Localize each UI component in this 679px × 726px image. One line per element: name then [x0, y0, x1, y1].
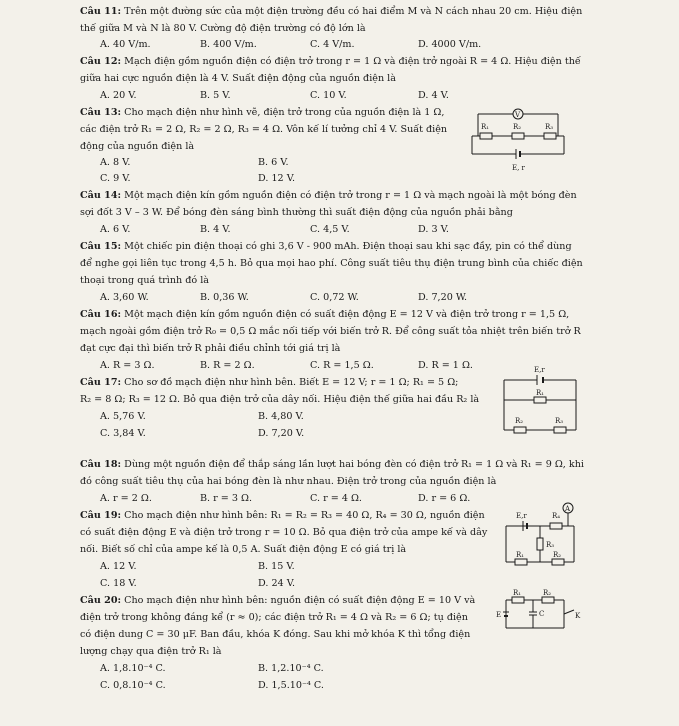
question-11-number: Câu 11: [80, 6, 122, 17]
question-13-line-3: động của nguồn điện là [80, 141, 195, 152]
question-12-line-2: giữa hai cực nguồn điện là 4 V. Suất điện động của nguồn điện là [80, 73, 396, 84]
question-17-number: Câu 17: [80, 377, 122, 388]
option-12-c: C. 10 V. [310, 90, 347, 101]
option-19-d: D. 24 V. [258, 578, 296, 589]
option-15-a: A. 3,60 W. [100, 292, 149, 303]
question-15-number: Câu 15: [80, 241, 122, 252]
question-15-line-2: để nghe gọi liên tục trong 4,5 h. Bỏ qua mọi hao phí. Công suất tiêu thụ điện trung bình của chiếc điện [80, 258, 583, 269]
option-12-b: B. 5 V. [200, 90, 231, 101]
resistor-r2 [514, 427, 526, 433]
option-18-d: D. r = 6 Ω. [418, 493, 471, 504]
circuit-13-svg [468, 104, 568, 174]
resistor-r1 [480, 133, 492, 139]
option-13-b: B. 6 V. [258, 157, 289, 168]
question-17-line-1: Câu 17: Cho sơ đồ mạch điện như hình bên. Biết E = 12 V; r = 1 Ω; R₁ = 5 Ω; [80, 377, 459, 388]
circuit-figure-20 [496, 589, 582, 643]
question-18-line-1: Câu 18: Dùng một nguồn điện để thắp sáng lần lượt hai bóng đèn có điện trở R₁ = 1 Ω và R₁ = 9 Ω, khi [80, 459, 584, 470]
r3-label: R₃ [546, 541, 555, 549]
option-19-a: A. 12 V. [100, 561, 137, 572]
r3-label: R₃ [545, 123, 554, 131]
circuit-19-svg [502, 500, 577, 580]
option-15-c: C. 0,72 W. [310, 292, 359, 303]
source-label: E,r [534, 366, 545, 374]
capacitor-label: C [539, 610, 545, 618]
option-12-d: D. 4 V. [418, 90, 449, 101]
question-14-line-2: sợi đốt 3 V – 3 W. Để bóng đèn sáng bình thường thì suất điện động của nguồn phải bằng [80, 207, 513, 218]
r3-label: R₃ [555, 417, 564, 425]
option-17-b: B. 4,80 V. [258, 411, 304, 422]
circuit-20-svg [496, 589, 582, 640]
resistor-r2 [512, 133, 524, 139]
option-14-b: B. 4 V. [200, 224, 231, 235]
option-18-c: C. r = 4 Ω. [310, 493, 362, 504]
question-11-line-2: thế giữa M và N là 80 V. Cường độ điện trường có độ lớn là [80, 23, 366, 34]
option-11-b: B. 400 V/m. [200, 39, 257, 50]
r2-label: R₂ [543, 589, 552, 597]
resistor-r3 [544, 133, 556, 139]
option-20-b: B. 1,2.10⁻⁴ C. [258, 663, 324, 674]
option-17-a: A. 5,76 V. [100, 411, 146, 422]
option-20-c: C. 0,8.10⁻⁴ C. [100, 680, 166, 691]
question-13-line-2: các điện trở R₁ = 2 Ω, R₂ = 2 Ω, R₃ = 4 Ω. Vôn kế lí tưởng chỉ 4 V. Suất điện [80, 124, 448, 135]
question-15-line-3: thoại trong quá trình đó là [80, 275, 209, 286]
source-label: E, r [512, 164, 525, 172]
option-16-c: C. R = 1,5 Ω. [310, 360, 374, 371]
question-19-number: Câu 19: [80, 510, 122, 521]
option-16-a: A. R = 3 Ω. [100, 360, 155, 371]
question-13-number: Câu 13: [80, 107, 122, 118]
question-16-line-2: mạch ngoài gồm điện trở R₀ = 0,5 Ω mắc nối tiếp với biến trở R. Để công suất tỏa nhiệt trên biến trở R [80, 326, 581, 337]
question-20-line-1: Câu 20: Cho mạch điện như hình bên: nguồn điện có suất điện động E = 10 V và [80, 595, 476, 606]
resistor-r1 [515, 559, 527, 565]
option-14-d: D. 3 V. [418, 224, 449, 235]
r2-label: R₂ [513, 123, 522, 131]
circuit-figure-19 [502, 500, 577, 583]
question-20-line-4: lượng chạy qua điện trở R₁ là [80, 646, 222, 657]
option-17-c: C. 3,84 V. [100, 428, 146, 439]
question-12-line-1: Câu 12: Mạch điện gồm nguồn điện có điện trở trong r = 1 Ω và điện trở ngoài R = 4 Ω. Hiệu điện thế [80, 56, 581, 67]
option-14-c: C. 4,5 V. [310, 224, 350, 235]
option-11-d: D. 4000 V/m. [418, 39, 482, 50]
circuit-figure-17 [500, 366, 580, 444]
option-13-d: D. 12 V. [258, 173, 296, 184]
option-11-c: C. 4 V/m. [310, 39, 355, 50]
r4-label: R₄ [552, 512, 561, 520]
option-16-b: B. R = 2 Ω. [200, 360, 255, 371]
question-19-line-3: nối. Biết số chỉ của ampe kế là 0,5 A. Suất điện động E có giá trị là [80, 544, 407, 555]
switch-label: K [575, 612, 581, 620]
question-13-line-1: Câu 13: Cho mạch điện như hình vẽ, điện trở trong của nguồn điện là 1 Ω, [80, 107, 445, 118]
question-11-line-1: Câu 11: Trên một đường sức của một điện trường đều có hai điểm M và N cách nhau 20 cm. Hiệu điện [80, 6, 583, 17]
circuit-17-svg [500, 366, 580, 441]
resistor-r4 [550, 523, 562, 529]
question-16-line-1: Câu 16: Một mạch điện kín gồm nguồn điện có suất điện động E = 12 V và điện trở trong r = 1,5 Ω, [80, 309, 570, 320]
option-18-b: B. r = 3 Ω. [200, 493, 253, 504]
option-15-b: B. 0,36 W. [200, 292, 249, 303]
r1-label: R₁ [536, 389, 545, 397]
source-label: E [496, 611, 502, 619]
option-19-c: C. 18 V. [100, 578, 137, 589]
r1-label: R₁ [513, 589, 522, 597]
r2-label: R₂ [553, 551, 562, 559]
source-label: E,r [516, 512, 527, 520]
question-15-line-1: Câu 15: Một chiếc pin điện thoại có ghi 3,6 V - 900 mAh. Điện thoại sau khi sạc đầy, pin có thể dùng [80, 241, 572, 252]
question-20-line-3: có điện dung C = 30 μF. Ban đầu, khóa K đóng. Sau khi mở khóa K thì tổng điện [80, 629, 471, 640]
resistor-r3 [554, 427, 566, 433]
question-20-number: Câu 20: [80, 595, 122, 606]
question-16-line-3: đạt cực đại thì biến trở R phải điều chỉnh tới giá trị là [80, 343, 341, 354]
resistor-r3 [537, 538, 543, 550]
option-12-a: A. 20 V. [100, 90, 137, 101]
question-17-line-2: R₂ = 8 Ω; R₃ = 12 Ω. Bỏ qua điện trở của dây nối. Hiệu điện thế giữa hai đầu R₂ là [80, 394, 480, 405]
option-11-a: A. 40 V/m. [100, 39, 151, 50]
resistor-r2 [542, 597, 554, 603]
ammeter-label: A [565, 505, 571, 513]
option-14-a: A. 6 V. [100, 224, 131, 235]
option-18-a: A. r = 2 Ω. [100, 493, 152, 504]
option-20-a: A. 1,8.10⁻⁴ C. [100, 663, 166, 674]
question-18-number: Câu 18: [80, 459, 122, 470]
r2-label: R₂ [515, 417, 524, 425]
resistor-r1 [534, 397, 546, 403]
r1-label: R₁ [481, 123, 490, 131]
question-14-line-1: Câu 14: Một mạch điện kín gồm nguồn điện có điện trở trong r = 1 Ω và mạch ngoài là một bóng đèn [80, 190, 577, 201]
switch-k [564, 610, 574, 614]
question-18-line-2: đó công suất tiêu thụ của hai bóng đèn là như nhau. Điện trở trong của nguồn điện là [80, 476, 497, 487]
r1-label: R₁ [516, 551, 525, 559]
question-14-number: Câu 14: [80, 190, 122, 201]
question-19-line-1: Câu 19: Cho mạch điện như hình bên: R₁ = R₂ = R₃ = 40 Ω, R₄ = 30 Ω, nguồn điện [80, 510, 485, 521]
option-13-c: C. 9 V. [100, 173, 131, 184]
option-20-d: D. 1,5.10⁻⁴ C. [258, 680, 324, 691]
circuit-figure-13 [468, 104, 568, 177]
question-19-line-2: có suất điện động E và điện trở trong r = 10 Ω. Bỏ qua điện trở của ampe kế và dây [80, 527, 488, 538]
option-16-d: D. R = 1 Ω. [418, 360, 473, 371]
question-12-number: Câu 12: [80, 56, 122, 67]
option-17-d: D. 7,20 V. [258, 428, 305, 439]
voltmeter-label: V [515, 111, 521, 119]
option-19-b: B. 15 V. [258, 561, 295, 572]
option-13-a: A. 8 V. [100, 157, 131, 168]
resistor-r2 [552, 559, 564, 565]
resistor-r1 [512, 597, 524, 603]
question-16-number: Câu 16: [80, 309, 122, 320]
question-20-line-2: điện trở trong không đáng kể (r ≈ 0); các điện trở R₁ = 4 Ω và R₂ = 6 Ω; tụ điện [80, 612, 468, 623]
option-15-d: D. 7,20 W. [418, 292, 468, 303]
